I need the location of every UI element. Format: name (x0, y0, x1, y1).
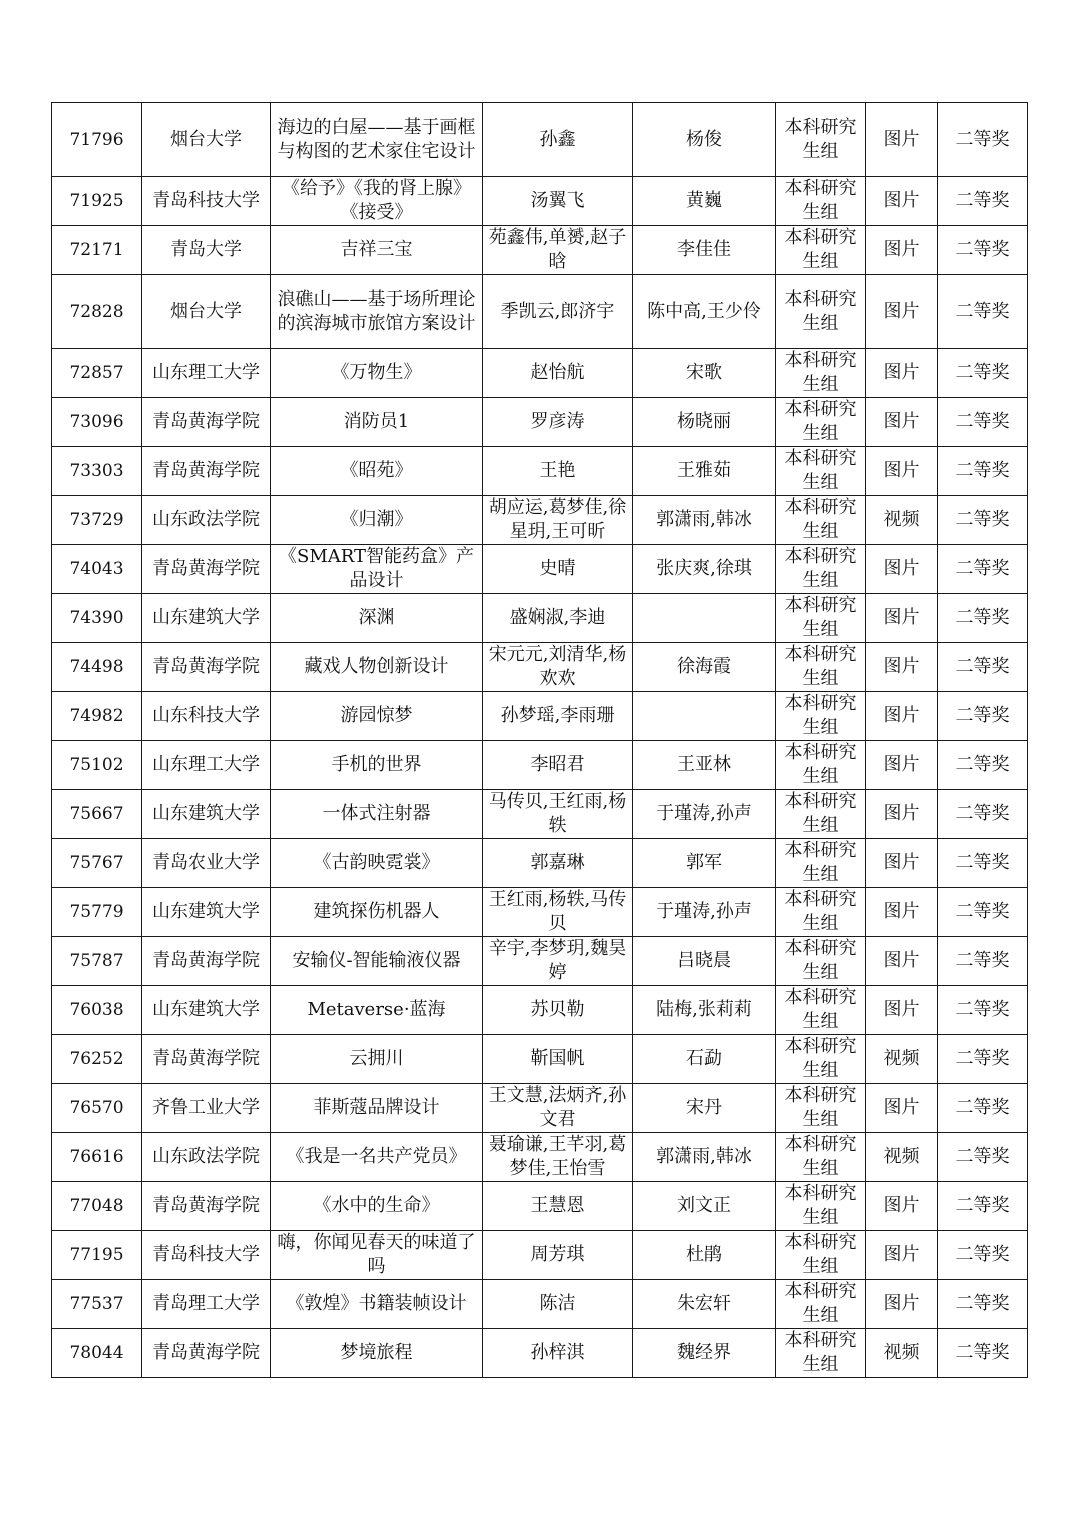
entry-id-cell: 75787 (52, 937, 142, 986)
entry-id-cell: 73729 (52, 496, 142, 545)
work-type-cell: 图片 (866, 226, 938, 275)
school-cell: 烟台大学 (142, 275, 271, 349)
work-type-cell: 图片 (866, 447, 938, 496)
advisor-cell (633, 692, 776, 741)
group-cell: 本科研究生组 (776, 1035, 866, 1084)
advisor-cell: 陈中高,王少伶 (633, 275, 776, 349)
work-title-cell: 《我是一名共产党员》 (271, 1133, 483, 1182)
award-cell: 二等奖 (938, 398, 1028, 447)
entry-id-cell: 77048 (52, 1182, 142, 1231)
advisor-cell: 魏经界 (633, 1329, 776, 1378)
entry-id-cell: 76038 (52, 986, 142, 1035)
advisor-cell: 宋歌 (633, 349, 776, 398)
award-cell: 二等奖 (938, 1280, 1028, 1329)
entry-id-cell: 75767 (52, 839, 142, 888)
entry-id-cell: 74390 (52, 594, 142, 643)
school-cell: 齐鲁工业大学 (142, 1084, 271, 1133)
award-cell: 二等奖 (938, 1231, 1028, 1280)
school-cell: 山东科技大学 (142, 692, 271, 741)
award-cell: 二等奖 (938, 888, 1028, 937)
work-title-cell: Metaverse·蓝海 (271, 986, 483, 1035)
award-cell: 二等奖 (938, 226, 1028, 275)
school-cell: 山东政法学院 (142, 1133, 271, 1182)
award-cell: 二等奖 (938, 1035, 1028, 1084)
advisor-cell: 王亚林 (633, 741, 776, 790)
entry-id-cell: 74498 (52, 643, 142, 692)
award-cell: 二等奖 (938, 1133, 1028, 1182)
authors-cell: 靳国帆 (483, 1035, 633, 1084)
work-type-cell: 图片 (866, 692, 938, 741)
advisor-cell: 杨俊 (633, 103, 776, 177)
table-row (52, 986, 1028, 1035)
group-cell: 本科研究生组 (776, 496, 866, 545)
entry-id-cell: 78044 (52, 1329, 142, 1378)
entry-id-cell: 75667 (52, 790, 142, 839)
work-type-cell: 图片 (866, 545, 938, 594)
entry-id-cell: 75779 (52, 888, 142, 937)
award-cell: 二等奖 (938, 692, 1028, 741)
authors-cell: 汤翼飞 (483, 177, 633, 226)
group-cell: 本科研究生组 (776, 643, 866, 692)
entry-id-cell: 72828 (52, 275, 142, 349)
group-cell: 本科研究生组 (776, 986, 866, 1035)
table-row (52, 1084, 1028, 1133)
authors-cell: 孙鑫 (483, 103, 633, 177)
work-type-cell: 图片 (866, 1084, 938, 1133)
advisor-cell: 郭潇雨,韩冰 (633, 1133, 776, 1182)
work-type-cell: 图片 (866, 398, 938, 447)
group-cell: 本科研究生组 (776, 888, 866, 937)
table-row (52, 177, 1028, 226)
work-title-cell: 嗨，你闻见春天的味道了吗 (271, 1231, 483, 1280)
group-cell: 本科研究生组 (776, 1182, 866, 1231)
work-title-cell: 手机的世界 (271, 741, 483, 790)
authors-cell: 陈洁 (483, 1280, 633, 1329)
work-type-cell: 图片 (866, 937, 938, 986)
work-type-cell: 图片 (866, 643, 938, 692)
work-title-cell: 梦境旅程 (271, 1329, 483, 1378)
school-cell: 青岛科技大学 (142, 1231, 271, 1280)
award-table (51, 102, 1028, 1378)
table-row (52, 692, 1028, 741)
school-cell: 青岛黄海学院 (142, 1182, 271, 1231)
group-cell: 本科研究生组 (776, 349, 866, 398)
table-row (52, 1231, 1028, 1280)
work-title-cell: 吉祥三宝 (271, 226, 483, 275)
school-cell: 山东建筑大学 (142, 986, 271, 1035)
group-cell: 本科研究生组 (776, 447, 866, 496)
group-cell: 本科研究生组 (776, 692, 866, 741)
table-row (52, 1182, 1028, 1231)
award-cell: 二等奖 (938, 839, 1028, 888)
award-cell: 二等奖 (938, 103, 1028, 177)
work-type-cell: 图片 (866, 177, 938, 226)
group-cell: 本科研究生组 (776, 937, 866, 986)
entry-id-cell: 73096 (52, 398, 142, 447)
work-type-cell: 图片 (866, 839, 938, 888)
award-cell: 二等奖 (938, 545, 1028, 594)
school-cell: 青岛黄海学院 (142, 1035, 271, 1084)
authors-cell: 胡应运,葛梦佳,徐星玥,王可昕 (483, 496, 633, 545)
work-title-cell: 浪礁山——基于场所理论的滨海城市旅馆方案设计 (271, 275, 483, 349)
school-cell: 青岛农业大学 (142, 839, 271, 888)
entry-id-cell: 77195 (52, 1231, 142, 1280)
work-title-cell: 海边的白屋——基于画框与构图的艺术家住宅设计 (271, 103, 483, 177)
school-cell: 青岛理工大学 (142, 1280, 271, 1329)
advisor-cell: 王雅茹 (633, 447, 776, 496)
work-title-cell: 一体式注射器 (271, 790, 483, 839)
work-type-cell: 视频 (866, 1329, 938, 1378)
authors-cell: 孙梦瑶,李雨珊 (483, 692, 633, 741)
group-cell: 本科研究生组 (776, 275, 866, 349)
authors-cell: 罗彦涛 (483, 398, 633, 447)
authors-cell: 聂瑜谦,王芊羽,葛梦佳,王怡雪 (483, 1133, 633, 1182)
group-cell: 本科研究生组 (776, 1084, 866, 1133)
authors-cell: 辛宇,李梦玥,魏昊婷 (483, 937, 633, 986)
work-type-cell: 图片 (866, 275, 938, 349)
award-cell: 二等奖 (938, 741, 1028, 790)
authors-cell: 郭嘉琳 (483, 839, 633, 888)
award-cell: 二等奖 (938, 275, 1028, 349)
advisor-cell: 石勐 (633, 1035, 776, 1084)
authors-cell: 李昭君 (483, 741, 633, 790)
table-row (52, 1035, 1028, 1084)
school-cell: 山东理工大学 (142, 349, 271, 398)
award-cell: 二等奖 (938, 1329, 1028, 1378)
entry-id-cell: 72857 (52, 349, 142, 398)
entry-id-cell: 74982 (52, 692, 142, 741)
authors-cell: 苑鑫伟,单赟,赵子晗 (483, 226, 633, 275)
advisor-cell: 刘文正 (633, 1182, 776, 1231)
advisor-cell: 杨晓丽 (633, 398, 776, 447)
work-title-cell: 《SMART智能药盒》产品设计 (271, 545, 483, 594)
group-cell: 本科研究生组 (776, 226, 866, 275)
work-type-cell: 图片 (866, 741, 938, 790)
award-cell: 二等奖 (938, 496, 1028, 545)
group-cell: 本科研究生组 (776, 741, 866, 790)
school-cell: 青岛黄海学院 (142, 643, 271, 692)
group-cell: 本科研究生组 (776, 839, 866, 888)
work-type-cell: 视频 (866, 1035, 938, 1084)
advisor-cell: 宋丹 (633, 1084, 776, 1133)
authors-cell: 王慧恩 (483, 1182, 633, 1231)
authors-cell: 季凯云,郎济宇 (483, 275, 633, 349)
advisor-cell: 陆梅,张莉莉 (633, 986, 776, 1035)
school-cell: 山东建筑大学 (142, 888, 271, 937)
authors-cell: 王艳 (483, 447, 633, 496)
authors-cell: 宋元元,刘清华,杨欢欢 (483, 643, 633, 692)
award-cell: 二等奖 (938, 986, 1028, 1035)
group-cell: 本科研究生组 (776, 103, 866, 177)
school-cell: 山东理工大学 (142, 741, 271, 790)
school-cell: 山东建筑大学 (142, 594, 271, 643)
group-cell: 本科研究生组 (776, 545, 866, 594)
group-cell: 本科研究生组 (776, 398, 866, 447)
work-type-cell: 图片 (866, 790, 938, 839)
table-row (52, 1280, 1028, 1329)
entry-id-cell: 77537 (52, 1280, 142, 1329)
work-title-cell: 游园惊梦 (271, 692, 483, 741)
table-row (52, 1329, 1028, 1378)
table-row (52, 643, 1028, 692)
table-row (52, 741, 1028, 790)
work-type-cell: 图片 (866, 1280, 938, 1329)
entry-id-cell: 72171 (52, 226, 142, 275)
entry-id-cell: 76616 (52, 1133, 142, 1182)
table-row (52, 888, 1028, 937)
advisor-cell: 黄巍 (633, 177, 776, 226)
work-title-cell: 藏戏人物创新设计 (271, 643, 483, 692)
entry-id-cell: 71925 (52, 177, 142, 226)
advisor-cell: 吕晓晨 (633, 937, 776, 986)
award-cell: 二等奖 (938, 447, 1028, 496)
work-title-cell: 安输仪-智能输液仪器 (271, 937, 483, 986)
work-title-cell: 《归潮》 (271, 496, 483, 545)
school-cell: 青岛黄海学院 (142, 1329, 271, 1378)
table-row (52, 447, 1028, 496)
entry-id-cell: 76570 (52, 1084, 142, 1133)
work-title-cell: 建筑探伤机器人 (271, 888, 483, 937)
table-row (52, 349, 1028, 398)
award-cell: 二等奖 (938, 349, 1028, 398)
group-cell: 本科研究生组 (776, 177, 866, 226)
table-row (52, 275, 1028, 349)
work-type-cell: 图片 (866, 1182, 938, 1231)
table-row (52, 594, 1028, 643)
work-type-cell: 图片 (866, 349, 938, 398)
advisor-cell: 于瑾涛,孙声 (633, 888, 776, 937)
group-cell: 本科研究生组 (776, 594, 866, 643)
work-title-cell: 菲斯蔻品牌设计 (271, 1084, 483, 1133)
work-title-cell: 《给予》《我的肾上腺》《接受》 (271, 177, 483, 226)
authors-cell: 史晴 (483, 545, 633, 594)
authors-cell: 王红雨,杨轶,马传贝 (483, 888, 633, 937)
work-title-cell: 《敦煌》书籍装帧设计 (271, 1280, 483, 1329)
table-row (52, 226, 1028, 275)
entry-id-cell: 71796 (52, 103, 142, 177)
table-row (52, 545, 1028, 594)
work-type-cell: 视频 (866, 496, 938, 545)
work-type-cell: 图片 (866, 1231, 938, 1280)
school-cell: 青岛黄海学院 (142, 447, 271, 496)
authors-cell: 周芳琪 (483, 1231, 633, 1280)
authors-cell: 盛娴淑,李迪 (483, 594, 633, 643)
school-cell: 山东建筑大学 (142, 790, 271, 839)
award-cell: 二等奖 (938, 1084, 1028, 1133)
authors-cell: 苏贝勒 (483, 986, 633, 1035)
entry-id-cell: 74043 (52, 545, 142, 594)
work-type-cell: 图片 (866, 594, 938, 643)
authors-cell: 孙梓淇 (483, 1329, 633, 1378)
table-body (52, 103, 1028, 1378)
group-cell: 本科研究生组 (776, 790, 866, 839)
school-cell: 青岛黄海学院 (142, 398, 271, 447)
work-title-cell: 消防员1 (271, 398, 483, 447)
work-type-cell: 图片 (866, 986, 938, 1035)
entry-id-cell: 73303 (52, 447, 142, 496)
advisor-cell: 徐海霞 (633, 643, 776, 692)
award-cell: 二等奖 (938, 937, 1028, 986)
authors-cell: 赵怡航 (483, 349, 633, 398)
advisor-cell: 李佳佳 (633, 226, 776, 275)
advisor-cell: 朱宏轩 (633, 1280, 776, 1329)
advisor-cell (633, 594, 776, 643)
entry-id-cell: 76252 (52, 1035, 142, 1084)
advisor-cell: 于瑾涛,孙声 (633, 790, 776, 839)
work-type-cell: 图片 (866, 888, 938, 937)
table-row (52, 496, 1028, 545)
authors-cell: 王文慧,法炳齐,孙文君 (483, 1084, 633, 1133)
table-row (52, 790, 1028, 839)
award-cell: 二等奖 (938, 1182, 1028, 1231)
school-cell: 山东政法学院 (142, 496, 271, 545)
authors-cell: 马传贝,王红雨,杨轶 (483, 790, 633, 839)
award-cell: 二等奖 (938, 643, 1028, 692)
school-cell: 青岛大学 (142, 226, 271, 275)
group-cell: 本科研究生组 (776, 1329, 866, 1378)
entry-id-cell: 75102 (52, 741, 142, 790)
school-cell: 青岛黄海学院 (142, 545, 271, 594)
school-cell: 青岛黄海学院 (142, 937, 271, 986)
table-row (52, 1133, 1028, 1182)
group-cell: 本科研究生组 (776, 1280, 866, 1329)
school-cell: 烟台大学 (142, 103, 271, 177)
advisor-cell: 郭军 (633, 839, 776, 888)
work-title-cell: 《万物生》 (271, 349, 483, 398)
work-type-cell: 图片 (866, 103, 938, 177)
advisor-cell: 杜鹃 (633, 1231, 776, 1280)
award-cell: 二等奖 (938, 594, 1028, 643)
table-row (52, 103, 1028, 177)
award-cell: 二等奖 (938, 177, 1028, 226)
work-title-cell: 云拥川 (271, 1035, 483, 1084)
school-cell: 青岛科技大学 (142, 177, 271, 226)
table-row (52, 398, 1028, 447)
work-title-cell: 深渊 (271, 594, 483, 643)
work-title-cell: 《水中的生命》 (271, 1182, 483, 1231)
work-title-cell: 《古韵映霓裳》 (271, 839, 483, 888)
table-row (52, 839, 1028, 888)
award-cell: 二等奖 (938, 790, 1028, 839)
work-title-cell: 《昭苑》 (271, 447, 483, 496)
advisor-cell: 张庆爽,徐琪 (633, 545, 776, 594)
group-cell: 本科研究生组 (776, 1231, 866, 1280)
table-row (52, 937, 1028, 986)
advisor-cell: 郭潇雨,韩冰 (633, 496, 776, 545)
work-type-cell: 视频 (866, 1133, 938, 1182)
group-cell: 本科研究生组 (776, 1133, 866, 1182)
